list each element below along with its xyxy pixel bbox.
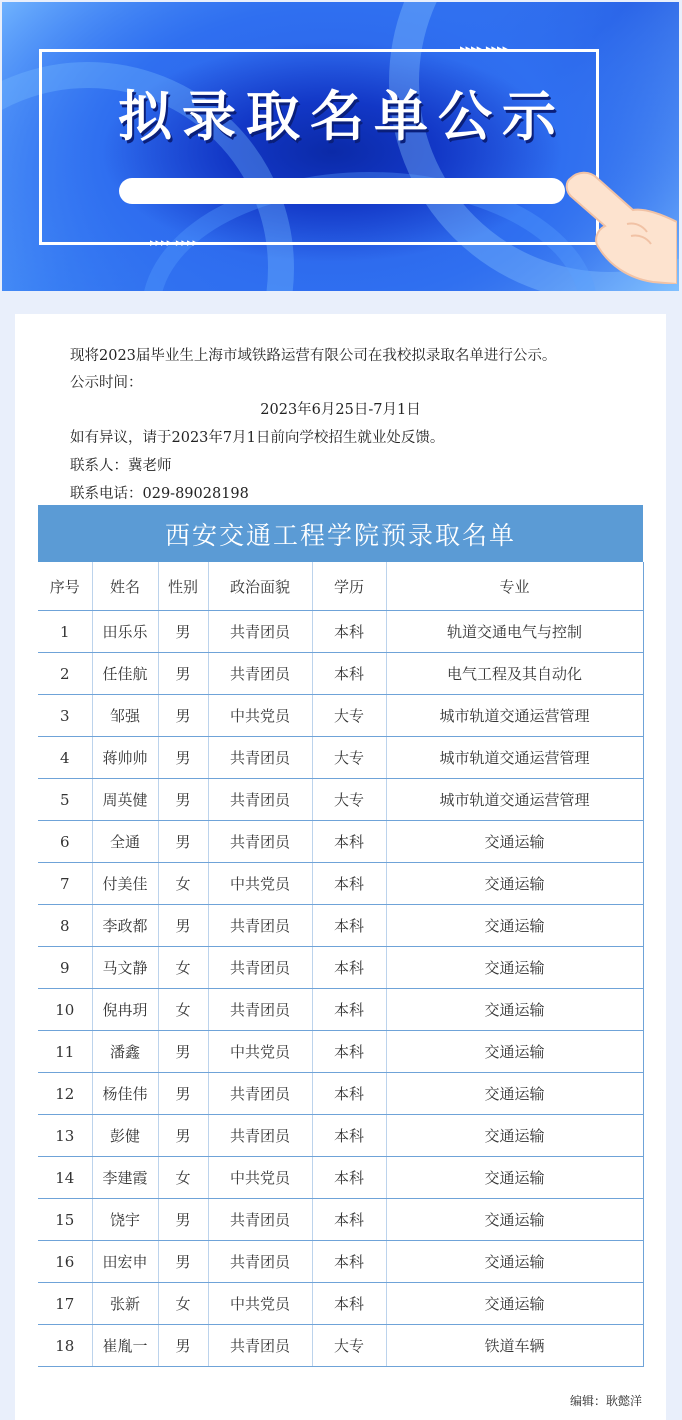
table-row [38,1073,643,1115]
table-row [38,1115,643,1157]
cell-index: 10 [38,989,92,1031]
cell-education: 本科 [312,989,386,1031]
table-row [38,1325,643,1367]
cell-gender: 男 [158,1241,208,1283]
cell-index: 3 [38,695,92,737]
cell-education: 本科 [312,821,386,863]
arrow-decoration: ▸▸▸▸ ▸▸▸▸ [150,236,199,249]
cell-political-status: 共青团员 [208,611,312,653]
table-row [38,611,643,653]
table-row [38,863,643,905]
cell-political-status: 共青团员 [208,989,312,1031]
cell-index: 11 [38,1031,92,1073]
cell-gender: 男 [158,1115,208,1157]
cell-name: 田宏申 [92,1241,158,1283]
cell-index: 8 [38,905,92,947]
table-row [38,1157,643,1199]
cell-political-status: 中共党员 [208,695,312,737]
cell-gender: 男 [158,905,208,947]
cell-education: 本科 [312,653,386,695]
cell-index: 17 [38,1283,92,1325]
table-row [38,779,643,821]
cell-name: 李政都 [92,905,158,947]
cell-name: 倪冉玥 [92,989,158,1031]
cell-education: 本科 [312,1241,386,1283]
intro-text: 现将2023届毕业生上海市域铁路运营有限公司在我校拟录取名单进行公示。 [70,348,557,364]
col-header-education: 学历 [312,562,386,611]
cell-index: 4 [38,737,92,779]
col-header-name: 姓名 [92,562,158,611]
cell-index: 2 [38,653,92,695]
cell-education: 本科 [312,611,386,653]
cell-political-status: 共青团员 [208,821,312,863]
cell-education: 大专 [312,695,386,737]
cell-gender: 女 [158,863,208,905]
cell-major: 铁道车辆 [386,1325,643,1367]
cell-education: 本科 [312,1073,386,1115]
cell-major: 交通运输 [386,1031,643,1073]
cell-major: 交通运输 [386,1199,643,1241]
cell-political-status: 共青团员 [208,905,312,947]
cell-political-status: 共青团员 [208,1199,312,1241]
cell-political-status: 共青团员 [208,737,312,779]
content-card [15,314,666,1420]
cell-gender: 男 [158,653,208,695]
table-title: 西安交通工程学院预录取名单 [38,505,643,562]
objection-text: 如有异议，请于2023年7月1日前向学校招生就业处反馈。 [70,430,445,446]
cell-education: 本科 [312,1199,386,1241]
editor-credit: 编辑：耿懿洋 [569,1394,642,1408]
cell-education: 本科 [312,1157,386,1199]
cell-political-status: 共青团员 [208,947,312,989]
cell-education: 本科 [312,1283,386,1325]
cell-name: 彭健 [92,1115,158,1157]
cell-gender: 女 [158,1283,208,1325]
cell-gender: 男 [158,779,208,821]
table-row [38,989,643,1031]
cell-index: 5 [38,779,92,821]
cell-gender: 男 [158,821,208,863]
cell-education: 本科 [312,1031,386,1073]
arrow-decoration: ▸▸▸▸ ▸▸▸▸ [460,42,509,55]
table-header-row [38,562,643,611]
cell-index: 12 [38,1073,92,1115]
cell-major: 交通运输 [386,821,643,863]
cell-index: 16 [38,1241,92,1283]
cell-major: 电气工程及其自动化 [386,653,643,695]
table-row [38,947,643,989]
cell-name: 邹强 [92,695,158,737]
cell-major: 城市轨道交通运营管理 [386,779,643,821]
cell-gender: 男 [158,1031,208,1073]
table-row [38,737,643,779]
cell-education: 大专 [312,737,386,779]
cell-index: 15 [38,1199,92,1241]
contact-person: 联系人：冀老师 [70,458,172,474]
cell-index: 7 [38,863,92,905]
cell-major: 交通运输 [386,863,643,905]
cell-education: 本科 [312,863,386,905]
cell-major: 交通运输 [386,1073,643,1115]
cell-major: 轨道交通电气与控制 [386,611,643,653]
cell-name: 杨佳伟 [92,1073,158,1115]
cell-political-status: 中共党员 [208,1157,312,1199]
cell-gender: 男 [158,1199,208,1241]
cell-name: 张新 [92,1283,158,1325]
cell-education: 本科 [312,905,386,947]
col-header-index: 序号 [38,562,92,611]
admission-list-table [38,562,644,1367]
notice-period-dates: 2023年6月25日-7月1日 [260,402,421,418]
cell-major: 交通运输 [386,1241,643,1283]
notice-period-label: 公示时间： [70,375,143,391]
cell-political-status: 共青团员 [208,1325,312,1367]
cell-name: 蒋帅帅 [92,737,158,779]
cell-political-status: 共青团员 [208,1073,312,1115]
cell-name: 田乐乐 [92,611,158,653]
cell-major: 交通运输 [386,1115,643,1157]
cell-name: 马文静 [92,947,158,989]
cell-education: 大专 [312,779,386,821]
banner-search-bar [119,178,565,204]
cell-gender: 女 [158,989,208,1031]
contact-phone: 联系电话：029-89028198 [70,486,249,502]
table-row [38,1283,643,1325]
col-header-gender: 性别 [158,562,208,611]
cell-gender: 女 [158,1157,208,1199]
cell-name: 潘鑫 [92,1031,158,1073]
cell-gender: 男 [158,611,208,653]
admission-table [38,505,643,1367]
pointing-hand-icon [557,164,677,284]
cell-name: 任佳航 [92,653,158,695]
cell-index: 6 [38,821,92,863]
cell-name: 崔胤一 [92,1325,158,1367]
cell-index: 9 [38,947,92,989]
table-row [38,1031,643,1073]
cell-name: 全通 [92,821,158,863]
cell-index: 13 [38,1115,92,1157]
col-header-major: 专业 [386,562,643,611]
cell-political-status: 共青团员 [208,779,312,821]
cell-major: 城市轨道交通运营管理 [386,737,643,779]
cell-gender: 男 [158,695,208,737]
cell-major: 交通运输 [386,1157,643,1199]
cell-education: 大专 [312,1325,386,1367]
cell-political-status: 共青团员 [208,1115,312,1157]
cell-name: 付美佳 [92,863,158,905]
table-row [38,1241,643,1283]
cell-political-status: 共青团员 [208,1241,312,1283]
cell-index: 18 [38,1325,92,1367]
cell-political-status: 中共党员 [208,1283,312,1325]
cell-index: 14 [38,1157,92,1199]
cell-education: 本科 [312,947,386,989]
cell-political-status: 中共党员 [208,863,312,905]
table-row [38,821,643,863]
cell-gender: 男 [158,1325,208,1367]
cell-education: 本科 [312,1115,386,1157]
col-header-political-status: 政治面貌 [208,562,312,611]
table-row [38,653,643,695]
cell-political-status: 共青团员 [208,653,312,695]
table-row [38,905,643,947]
banner-title: 拟录取名单公示 [118,85,566,148]
cell-gender: 女 [158,947,208,989]
cell-index: 1 [38,611,92,653]
cell-major: 交通运输 [386,989,643,1031]
cell-major: 交通运输 [386,905,643,947]
cell-political-status: 中共党员 [208,1031,312,1073]
cell-name: 周英健 [92,779,158,821]
cell-major: 城市轨道交通运营管理 [386,695,643,737]
cell-major: 交通运输 [386,947,643,989]
cell-name: 饶宇 [92,1199,158,1241]
cell-gender: 男 [158,1073,208,1115]
table-row [38,695,643,737]
table-row [38,1199,643,1241]
header-banner [2,2,679,291]
cell-gender: 男 [158,737,208,779]
cell-major: 交通运输 [386,1283,643,1325]
cell-name: 李建霞 [92,1157,158,1199]
